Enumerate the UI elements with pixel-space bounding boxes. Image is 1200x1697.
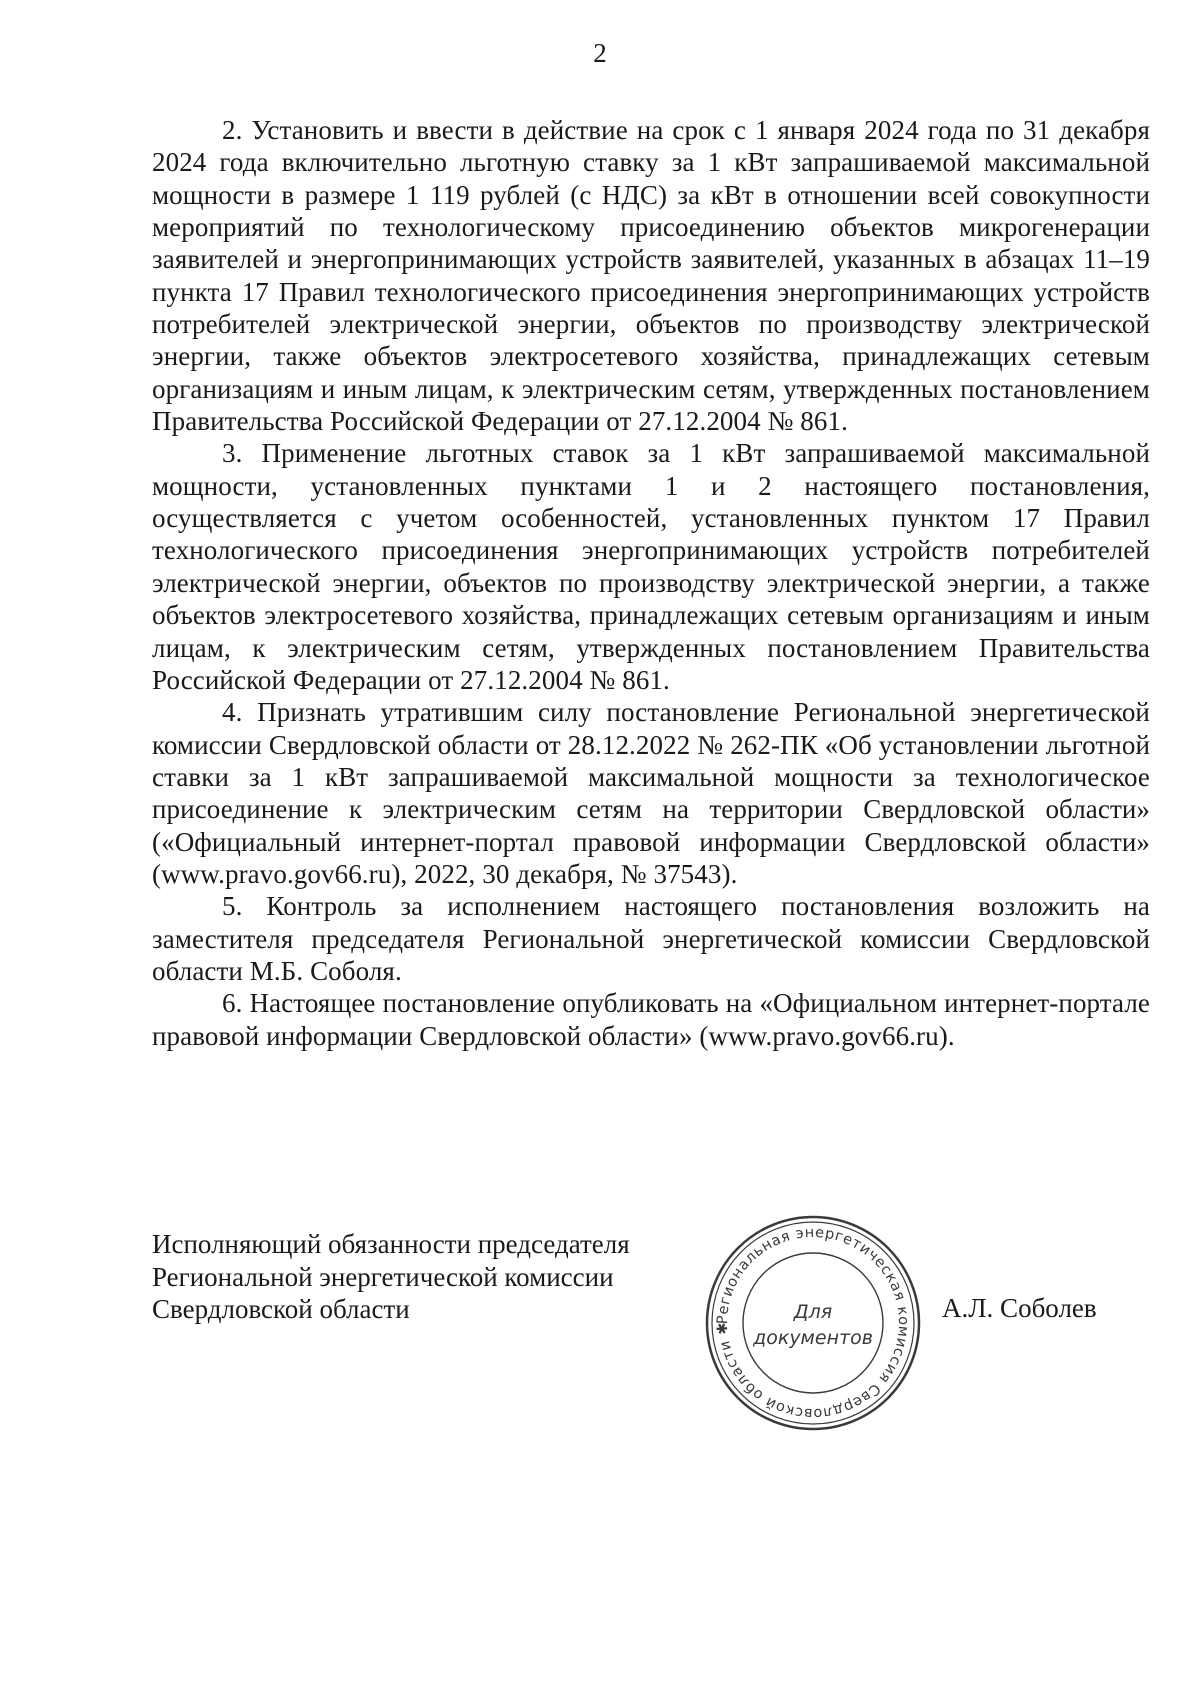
signer-position-line-3: Свердловской области	[152, 1294, 410, 1324]
paragraph-5: 5. Контроль за исполнением настоящего постановления возложить на заместителя председателя Региональной энергетической комиссии Свердловской области М.Б. Соболя.	[152, 891, 1150, 986]
paragraph-3: 3. Применение льготных ставок за 1 кВт запрашиваемой максимальной мощности, установленных пунктами 1 и 2 настоящего постановления, осуществляется с учетом особенностей, установленных пунктом 17 Правил технологического присоединения энергопринимающих устройств потребителей электрической энергии, объектов по производству электрической энергии, а также объектов электросетевого хозяйства, принадлежащих сетевым организациям и иным лицам, к электрическим сетям, утвержденных постановлением Правительства Российской Федерации от 27.12.2004 № 861.	[152, 438, 1150, 695]
signature-block	[152, 1224, 1150, 1488]
stamp-center-line-2: документов	[753, 1327, 873, 1349]
stamp-ring-text: Региональная энергетическая комиссия Свердловской области ✱	[714, 1224, 912, 1422]
signer-name: А.Л. Соболев	[942, 1293, 1097, 1323]
stamp-center-line-1: Для	[793, 1301, 833, 1323]
paragraph-4: 4. Признать утратившим силу постановление Региональной энергетической комиссии Свердловской области от 28.12.2022 № 262-ПК «Об установлении льготной ставки за 1 кВт запрашиваемой максимальной мощности за технологическое присоединение к электрическим сетям на территории Свердловской области» («Официальный интернет-портал правовой информации Свердловской области» (www.pravo.gov66.ru), 2022, 30 декабря, № 37543).	[152, 697, 1150, 889]
stamp-seal-graphic	[698, 1208, 928, 1438]
page-number: 2	[593, 38, 607, 68]
signer-position	[152, 1228, 630, 1326]
signer-position-line-2: Региональной энергетической комиссии	[152, 1261, 614, 1292]
document-body	[152, 114, 1150, 1052]
paragraph-2: 2. Установить и ввести в действие на срок с 1 января 2024 года по 31 декабря 2024 года включительно льготную ставку за 1 кВт запрашиваемой максимальной мощности в размере 1 119 рублей (с НДС) за кВт в отношении всей совокупности мероприятий по технологическому присоединению объектов микрогенерации заявителей и энергопринимающих устройств заявителей, указанных в абзацах 11–19 пункта 17 Правил технологического присоединения энергопринимающих устройств потребителей электрической энергии, объектов по производству электрической энергии, также объектов электросетевого хозяйства, принадлежащих сетевым организациям и иным лицам, к электрическим сетям, утвержденных постановлением Правительства Российской Федерации от 27.12.2004 № 861.	[152, 115, 1150, 437]
official-stamp	[698, 1208, 928, 1438]
paragraph-6: 6. Настоящее постановление опубликовать на «Официальном интернет-портале правовой информации Свердловской области» (www.pravo.gov66.ru).	[152, 988, 1150, 1051]
signer-position-line-1: Исполняющий обязанности председателя	[152, 1229, 630, 1259]
